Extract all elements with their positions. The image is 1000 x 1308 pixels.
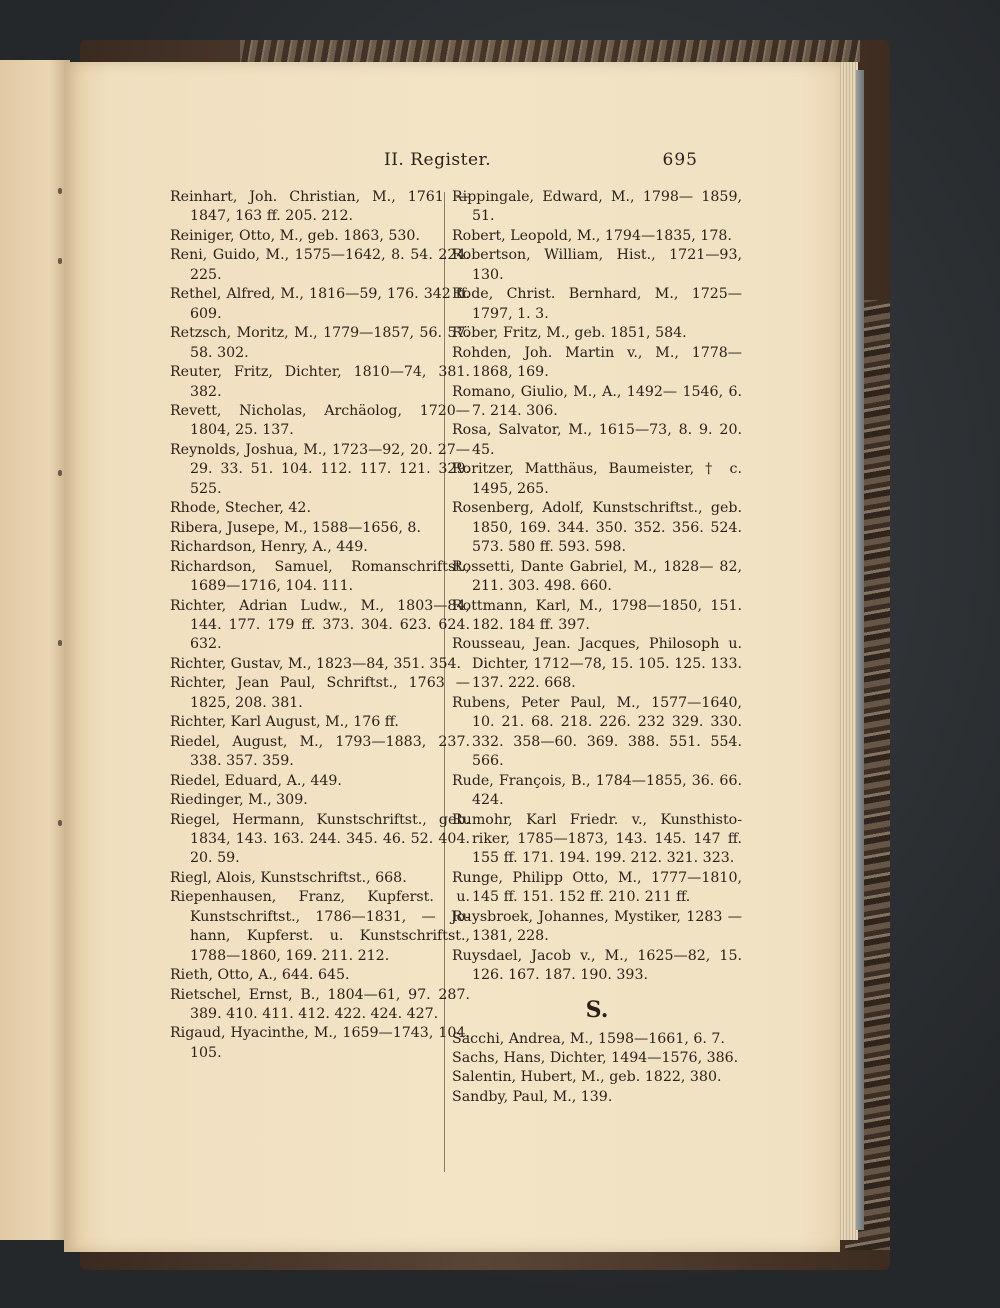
index-entry: Riedel, August, M., 1793—1883, 237. 338. 357. 359. bbox=[170, 733, 470, 770]
index-entry: Rippingale, Edward, M., 1798— 1859, 51. bbox=[452, 189, 742, 225]
page-edges bbox=[838, 62, 858, 1240]
index-entry: Rhode, Stecher, 42. bbox=[170, 500, 311, 517]
index-entry: Rietschel, Ernst, B., 1804—61, 97. 287. 389. 410. 411. 412. 422. 424. 427. bbox=[170, 986, 470, 1023]
index-entry: Reni, Guido, M., 1575—1642, 8. 54. 224. 225. bbox=[170, 247, 470, 283]
left-column bbox=[170, 188, 470, 1063]
index-entry: Runge, Philipp Otto, M., 1777—1810, 145 ff. 151. 152 ff. 210. 211 ff. bbox=[452, 869, 742, 906]
binding-stitch bbox=[58, 820, 62, 826]
index-entry: Reinhart, Joh. Christian, M., 1761 —1847, 163 ff. 205. 212. bbox=[170, 189, 470, 225]
index-entry: Rubens, Peter Paul, M., 1577—1640, 10. 21. 68. 218. 226. 232 329. 330. 332. 358—60. 369. 388. 551. 554. 566. bbox=[452, 694, 742, 770]
index-entry: Roritzer, Matthäus, Baumeister, † c. 1495, 265. bbox=[452, 461, 742, 497]
index-entry: Sachs, Hans, Dichter, 1494—1576, 386. bbox=[452, 1050, 739, 1067]
index-entry: Rude, François, B., 1784—1855, 36. 66. 424. bbox=[452, 772, 742, 809]
index-entry: Ruysdael, Jacob v., M., 1625—82, 15. 126. 167. 187. 190. 393. bbox=[452, 947, 742, 984]
index-entry: Riepenhausen, Franz, Kupferst. u. Kunstschriftst., 1786—1831, — Jo- hann, Kupferst. u. Kunstschriftst., 1788—1860, 169. 211. 212. bbox=[170, 889, 470, 964]
index-entry: Reuter, Fritz, Dichter, 1810—74, 381. 382. bbox=[170, 364, 470, 400]
index-entry: Romano, Giulio, M., A., 1492— 1546, 6. 7. 214. 306. bbox=[452, 383, 742, 419]
page-edge-shadow bbox=[856, 70, 864, 1230]
index-entry: Riedinger, M., 309. bbox=[170, 792, 308, 809]
index-entry: Rousseau, Jean. Jacques, Philosoph u. Dichter, 1712—78, 15. 105. 125. 133. 137. 222. 668. bbox=[452, 636, 742, 692]
index-entry: Sandby, Paul, M., 139. bbox=[452, 1088, 613, 1105]
index-entry: Richardson, Henry, A., 449. bbox=[170, 539, 368, 556]
binding-stitch bbox=[58, 470, 62, 476]
book-page bbox=[64, 62, 840, 1252]
index-entry: Ribera, Jusepe, M., 1588—1656, 8. bbox=[170, 519, 421, 536]
index-entry: Robertson, William, Hist., 1721—93, 130. bbox=[452, 247, 742, 283]
index-entry: Richter, Gustav, M., 1823—84, 351. 354. bbox=[170, 655, 462, 672]
index-entry: Rossetti, Dante Gabriel, M., 1828— 82, 211. 303. 498. 660. bbox=[452, 558, 742, 595]
index-entry: Rottmann, Karl, M., 1798—1850, 151. 182. 184 ff. 397. bbox=[452, 597, 742, 633]
binding-stitch bbox=[58, 188, 62, 194]
section-letter: S. bbox=[585, 996, 609, 1023]
index-entry: Rosenberg, Adolf, Kunstschriftst., geb. 1850, 169. 344. 350. 352. 356. 524. 573. 580 ff. 593. 598. bbox=[452, 500, 742, 556]
index-entry: Riegl, Alois, Kunstschriftst., 668. bbox=[170, 869, 407, 886]
index-entry: Riedel, Eduard, A., 449. bbox=[170, 772, 342, 789]
right-column bbox=[452, 188, 742, 1107]
binding-stitch bbox=[58, 640, 62, 646]
index-entry: Revett, Nicholas, Archäolog, 1720— 1804, 25. 137. bbox=[170, 402, 470, 439]
index-entry: Richter, Karl August, M., 176 ff. bbox=[170, 714, 399, 731]
index-entry: Salentin, Hubert, M., geb. 1822, 380. bbox=[452, 1069, 722, 1086]
running-header: II. Register. bbox=[384, 150, 492, 170]
index-entry: Reynolds, Joshua, M., 1723—92, 20. 27—29. 33. 51. 104. 112. 117. 121. 329. 525. bbox=[170, 441, 470, 497]
index-entry: Richter, Jean Paul, Schriftst., 1763 —1825, 208. 381. bbox=[170, 675, 470, 711]
facing-page bbox=[0, 60, 70, 1240]
index-entry: Rosa, Salvator, M., 1615—73, 8. 9. 20. 45. bbox=[452, 422, 742, 458]
index-entry: Reiniger, Otto, M., geb. 1863, 530. bbox=[170, 227, 420, 244]
page-number: 695 bbox=[662, 150, 698, 170]
index-entry: Rieth, Otto, A., 644. 645. bbox=[170, 967, 350, 984]
index-entry: Rohden, Joh. Martin v., M., 1778— 1868, 169. bbox=[452, 344, 742, 381]
index-entry: Ruysbroek, Johannes, Mystiker, 1283 —1381, 228. bbox=[452, 908, 742, 945]
index-entry: Richter, Adrian Ludw., M., 1803—84, 144. 177. 179 ff. 373. 304. 623. 624. 632. bbox=[170, 597, 470, 653]
index-entry: Robert, Leopold, M., 1794—1835, 178. bbox=[452, 227, 732, 244]
index-entry: Retzsch, Moritz, M., 1779—1857, 56. 57. 58. 302. bbox=[170, 325, 470, 361]
index-entry: Sacchi, Andrea, M., 1598—1661, 6. 7. bbox=[452, 1030, 725, 1047]
index-entry: Rigaud, Hyacinthe, M., 1659—1743, 104. 105. bbox=[170, 1025, 470, 1061]
binding-stitch bbox=[58, 258, 62, 264]
index-entry: Rode, Christ. Bernhard, M., 1725— 1797, 1. 3. bbox=[452, 286, 742, 322]
index-entry: Richardson, Samuel, Romanschriftst., 1689—1716, 104. 111. bbox=[170, 558, 470, 595]
index-entry: Riegel, Hermann, Kunstschriftst., geb. 1834, 143. 163. 244. 345. 46. 52. 404. 20. 59. bbox=[170, 811, 470, 867]
index-entry: Rumohr, Karl Friedr. v., Kunsthisto- riker, 1785—1873, 143. 145. 147 ff. 155 ff. 171. 194. 199. 212. 321. 323. bbox=[452, 811, 742, 867]
index-entry: Röber, Fritz, M., geb. 1851, 584. bbox=[452, 325, 687, 342]
index-entry: Rethel, Alfred, M., 1816—59, 176. 342 ff. 609. bbox=[170, 286, 470, 322]
cover-ornament-top bbox=[240, 40, 860, 62]
